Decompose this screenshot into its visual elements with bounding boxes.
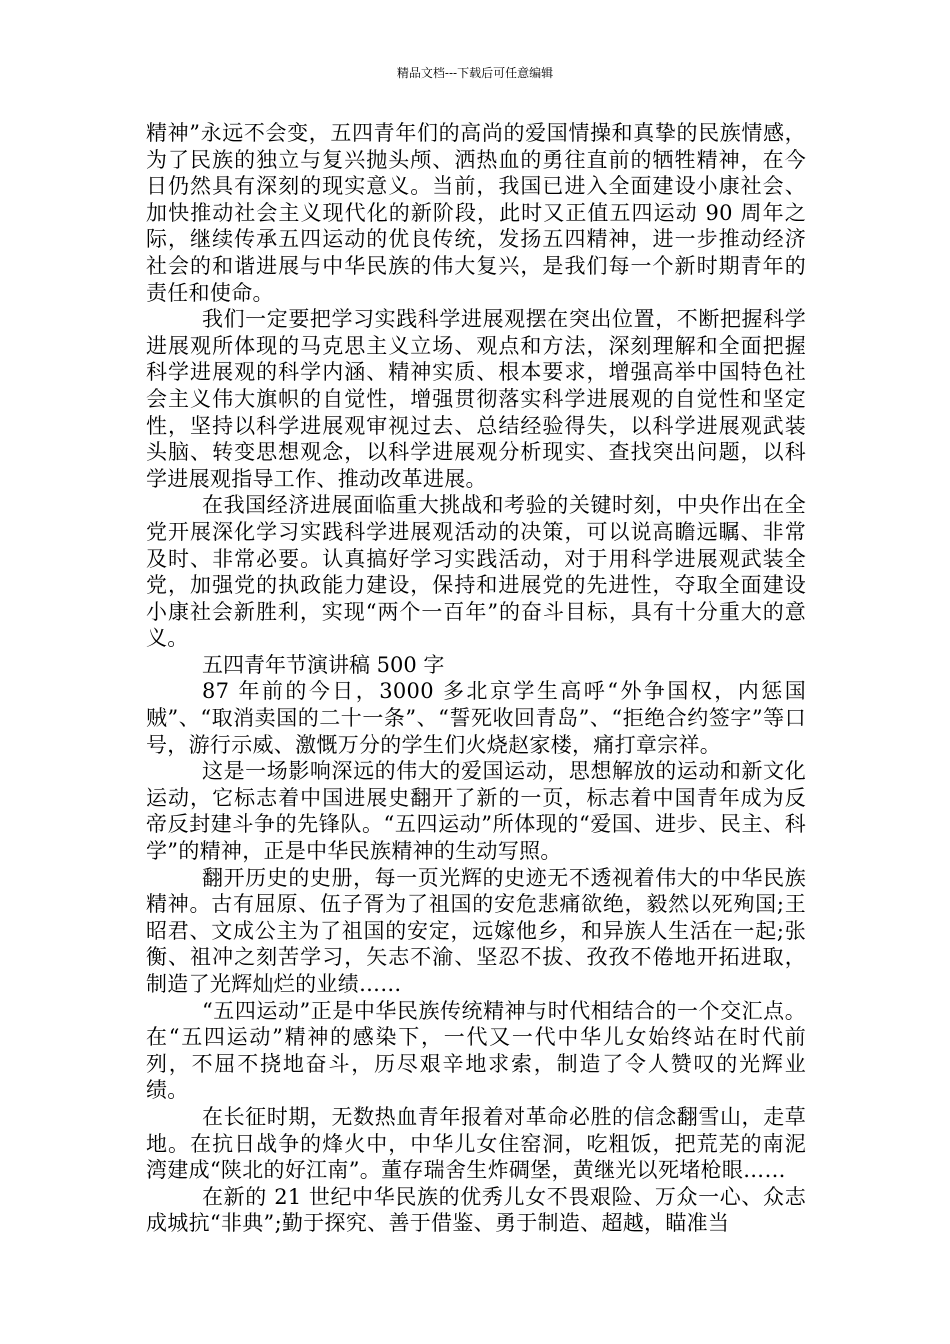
paragraph-9: 在新的 21 世纪中华民族的优秀儿女不畏艰险、万众一心、众志成城抗“非典”;勤于探究、善于借鉴、勇于制造、超越，瞄准当 (146, 1184, 806, 1236)
paragraph-1: 精神”永远不会变，五四青年们的高尚的爱国情操和真挚的民族情感，为了民族的独立与复兴抛头颅、洒热血的勇往直前的牺牲精神，在今日仍然具有深刻的现实意义。当前，我国已进入全面建设小康社会、加快推动社会主义现代化的新阶段，此时又正值五四运动 90 周年之际，继续传承五四运动的优良传统，发扬五四精神，进一步推动经济社会的和谐进展与中华民族的伟大复兴，是我们每一个新时期青年的责任和使命。 (146, 121, 806, 305)
paragraph-7: “五四运动”正是中华民族传统精神与时代相结合的一个交汇点。在“五四运动”精神的感染下，一代又一代中华儿女始终站在时代前列，不屈不挠地奋斗，历尽艰辛地求索，制造了令人赞叹的光辉业绩。 (146, 998, 806, 1103)
page-header: 精品文档---下载后可任意编辑 (396, 66, 554, 80)
paragraph-5: 这是一场影响深远的伟大的爱国运动，思想解放的运动和新文化运动，它标志着中国进展史翻开了新的一页，标志着中国青年成为反帝反封建斗争的先锋队。“五四运动”所体现的“爱国、进步、民主、科学”的精神，正是中华民族精神的生动写照。 (146, 759, 806, 864)
document-body (146, 120, 806, 1237)
paragraph-3: 在我国经济进展面临重大挑战和考验的关键时刻，中央作出在全党开展深化学习实践科学进展观活动的决策，可以说高瞻远瞩、非常及时、非常必要。认真搞好学习实践活动，对于用科学进展观武装全党，加强党的执政能力建设，保持和进展党的先进性，夺取全面建设小康社会新胜利，实现“两个一百年”的奋斗目标，具有十分重大的意义。 (146, 493, 806, 651)
paragraph-4: 87 年前的今日，3000 多北京学生高呼“外争国权，内惩国贼”、“取消卖国的二十一条”、“誓死收回青岛”、“拒绝合约签字”等口号，游行示威、激慨万分的学生们火烧赵家楼，痛打章宗祥。 (146, 679, 806, 757)
paragraph-2: 我们一定要把学习实践科学进展观摆在突出位置，不断把握科学进展观所体现的马克思主义立场、观点和方法，深刻理解和全面把握科学进展观的科学内涵、精神实质、根本要求，增强高举中国特色社会主义伟大旗帜的自觉性，增强贯彻落实科学进展观的自觉性和坚定性，坚持以科学进展观审视过去、总结经验得失，以科学进展观武装头脑、转变思想观念，以科学进展观分析现实、查找突出问题，以科学进展观指导工作、推动改革进展。 (146, 307, 806, 491)
section-title: 五四青年节演讲稿 500 字 (202, 652, 445, 677)
paragraph-8: 在长征时期，无数热血青年报着对革命必胜的信念翻雪山，走草地。在抗日战争的烽火中，中华儿女住窑洞，吃粗饭，把荒芜的南泥湾建成“陕北的好江南”。董存瑞舍生炸碉堡，黄继光以死堵枪眼…… (146, 1104, 806, 1183)
paragraph-6: 翻开历史的史册，每一页光辉的史迹无不透视着伟大的中华民族精神。古有屈原、伍子胥为了祖国的安危悲痛欲绝，毅然以死殉国;王昭君、文成公主为了祖国的安定，远嫁他乡，和异族人生活在一起;张衡、祖冲之刻苦学习，矢志不渝、坚忍不拔、孜孜不倦地开拓进取，制造了光辉灿烂的业绩…… (146, 865, 806, 996)
